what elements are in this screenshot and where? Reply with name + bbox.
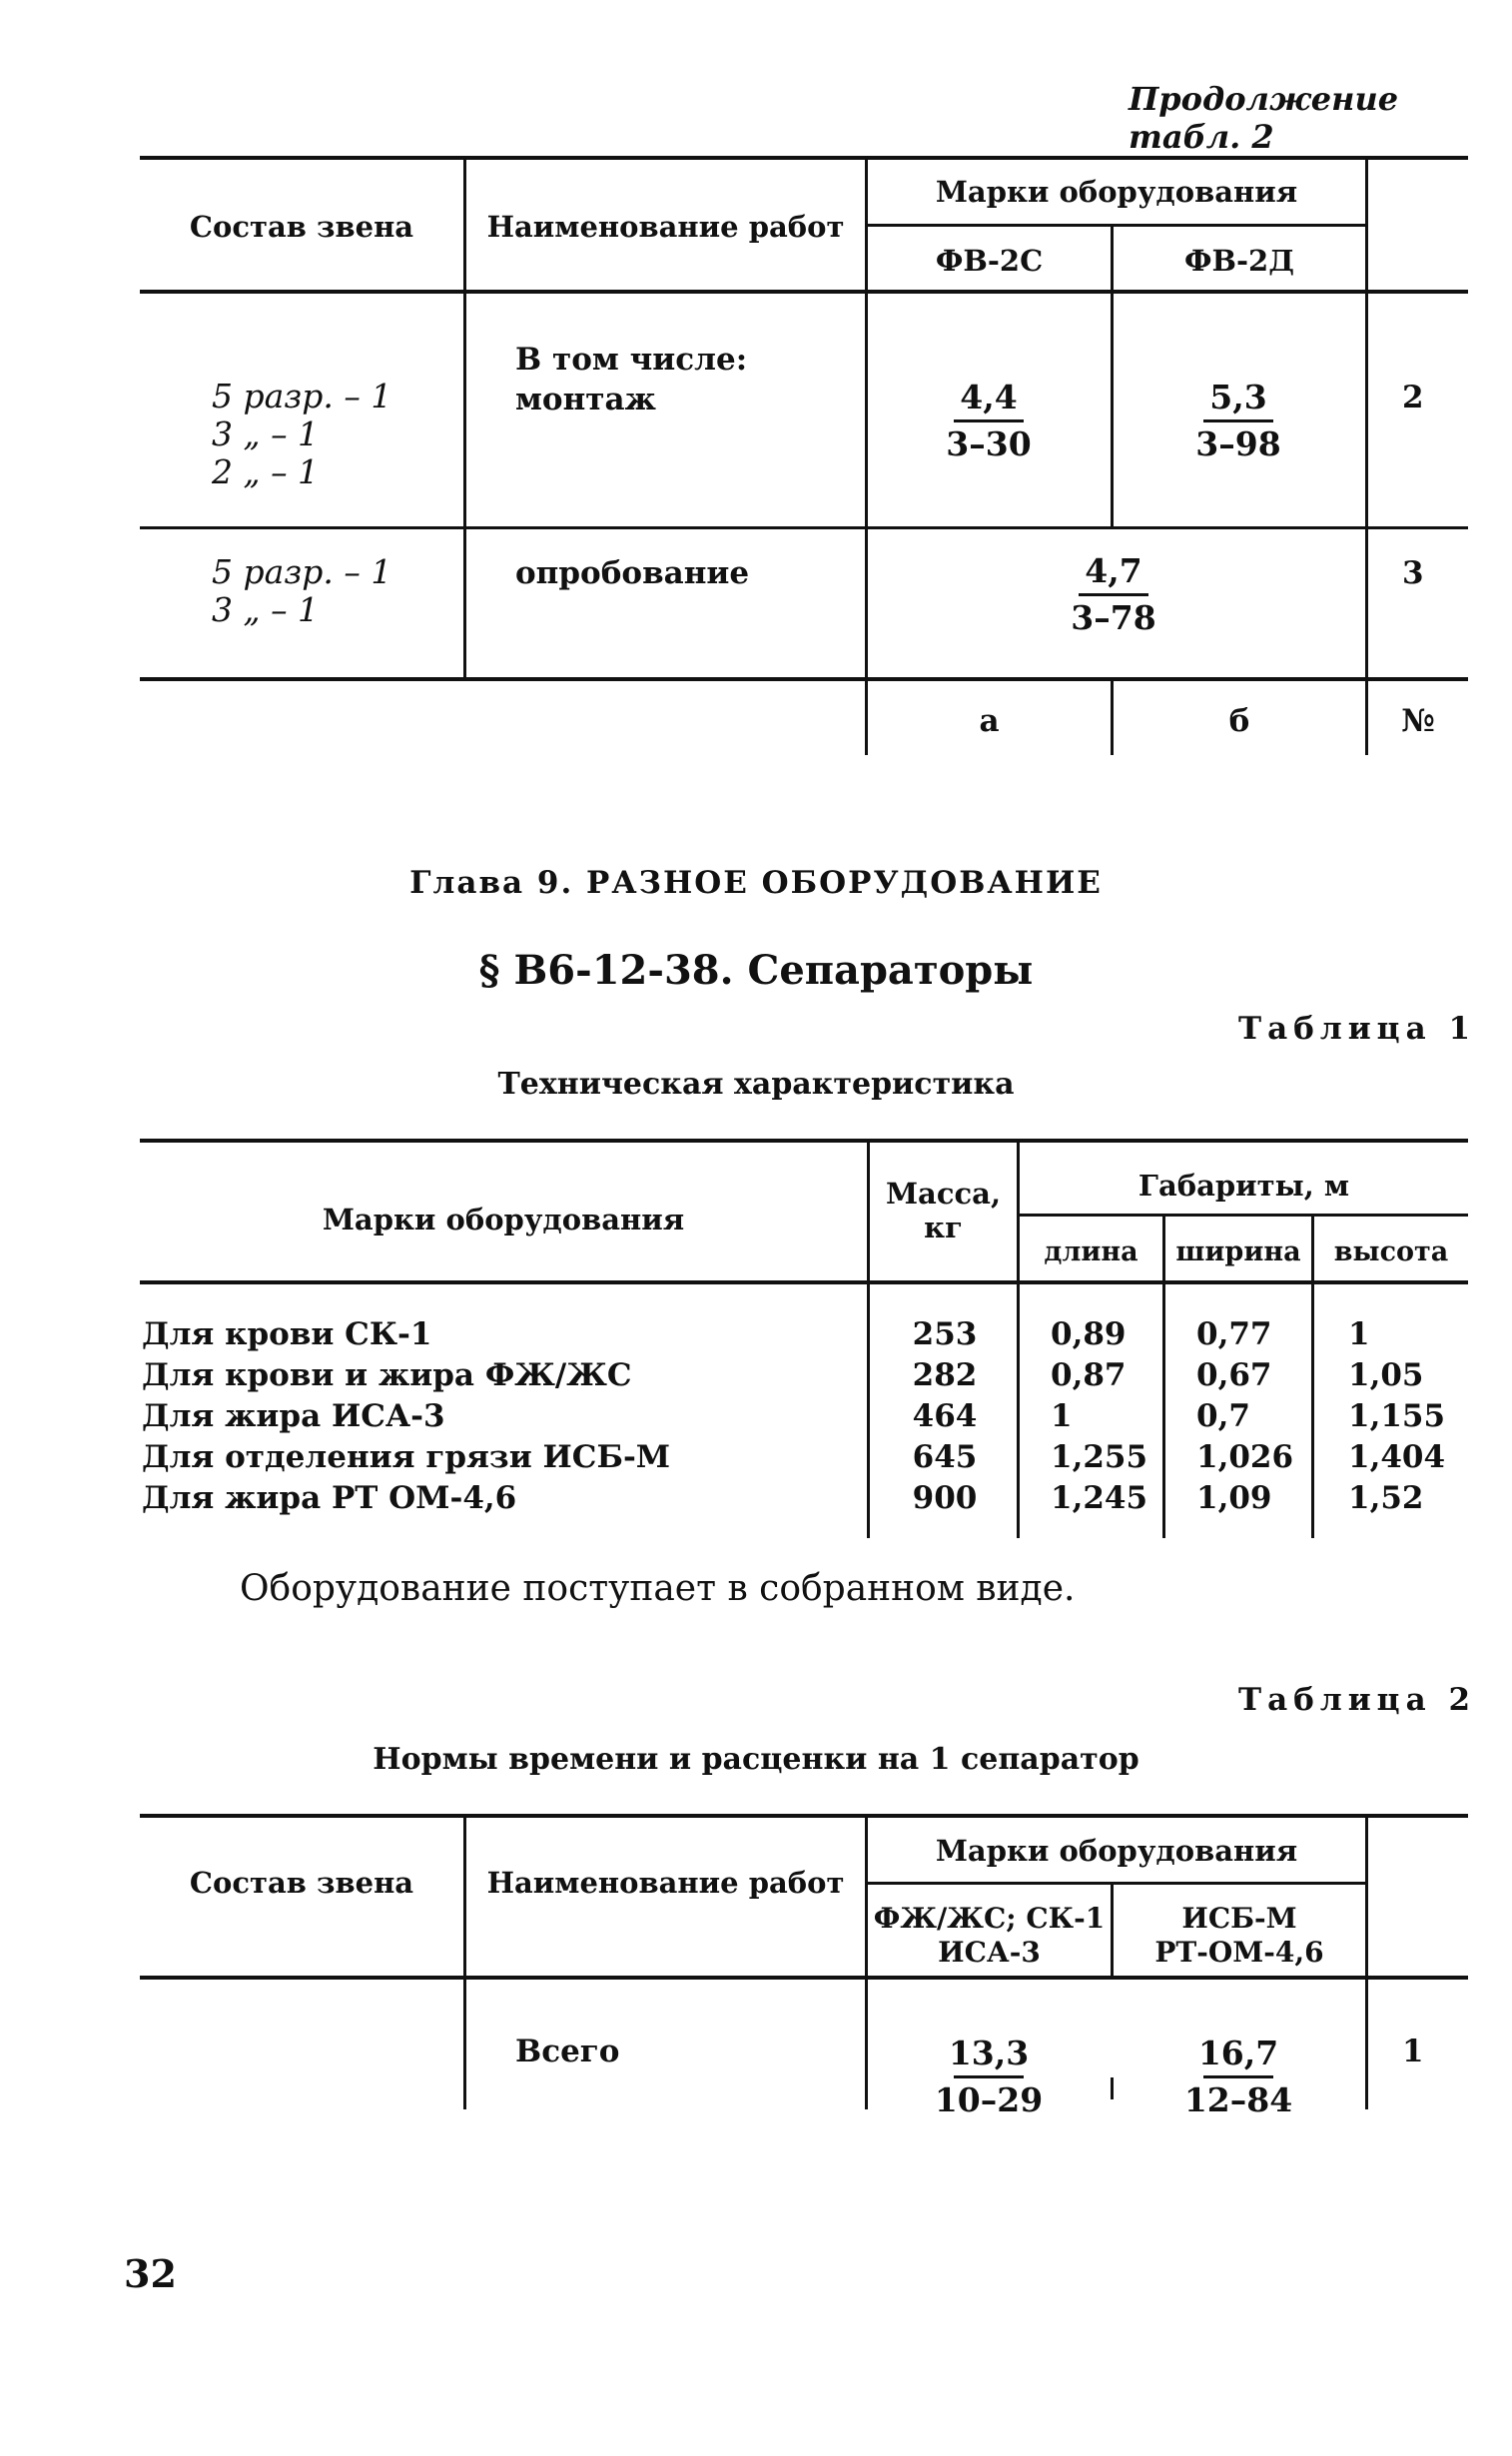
t1-col-width: ширина [1175, 1236, 1301, 1267]
t1-cell-wid: 1,09 [1196, 1480, 1272, 1516]
table2-title: Нормы времени и расценки на 1 сепаратор [373, 1742, 1139, 1777]
t1-cell-wid: 0,77 [1196, 1316, 1272, 1352]
t1-cell-mass: 900 [912, 1480, 978, 1516]
t2-brand-a: ФЖ/ЖС; СК-1 ИСА-3 [873, 1902, 1106, 1969]
t1-cell-len: 1,245 [1051, 1480, 1148, 1516]
row1-fraction-b: 5,3 3–98 [1195, 378, 1281, 463]
t1-cell-hgt: 1,52 [1348, 1480, 1424, 1516]
row1-fraction-a: 4,4 3–30 [946, 378, 1032, 463]
t2-row-work: Всего [515, 2034, 620, 2069]
table1-label: Таблица 1 [1238, 1011, 1477, 1047]
t1-cell-name: Для отделения грязи ИСБ-М [142, 1439, 671, 1475]
t1-cell-hgt: 1,155 [1348, 1398, 1446, 1434]
t1-col-mass: Масса, кг [885, 1177, 1002, 1244]
t1-cell-wid: 1,026 [1196, 1439, 1294, 1475]
brand-fv2s: ФВ-2С [935, 244, 1044, 278]
t1-cell-mass: 253 [912, 1316, 978, 1352]
footer-a: а [979, 703, 1000, 739]
footer-no: № [1401, 703, 1435, 739]
t1-cell-len: 1 [1051, 1398, 1073, 1434]
footer-b: б [1228, 703, 1250, 739]
t1-cell-hgt: 1,05 [1348, 1357, 1424, 1393]
continuation-label: Продолжение табл. 2 [1129, 80, 1399, 156]
row1-crew: 5 разр. – 1 3 „ – 1 2 „ – 1 [212, 377, 392, 491]
section-title: § В6-12-38. Сепараторы [478, 947, 1034, 994]
table2-label: Таблица 2 [1238, 1682, 1477, 1718]
t1-cell-wid: 0,67 [1196, 1357, 1272, 1393]
t1-cell-name: Для крови СК-1 [142, 1316, 432, 1352]
t2-col-work: Наименование работ [486, 1866, 845, 1900]
row1-number: 2 [1402, 380, 1424, 415]
t1-col-height: высота [1333, 1236, 1449, 1267]
note-text: Оборудование поступает в собранном виде. [240, 1568, 1076, 1609]
col-header-crew: Состав звена [189, 210, 414, 244]
row2-number: 3 [1402, 555, 1424, 591]
t1-cell-mass: 645 [912, 1439, 978, 1475]
t2-row-number: 1 [1402, 2034, 1424, 2069]
brand-fv2d: ФВ-2Д [1183, 244, 1295, 278]
t1-col-brands: Марки оборудования [322, 1203, 685, 1236]
col-header-work: Наименование работ [486, 210, 845, 244]
t1-cell-mass: 282 [912, 1357, 978, 1393]
t2-brand-b: ИСБ-М РТ-ОМ-4,6 [1154, 1902, 1324, 1969]
t2-col-brands: Марки оборудования [935, 1834, 1298, 1868]
table1-title: Техническая характеристика [497, 1067, 1015, 1102]
t1-cell-name: Для жира ИСА-3 [142, 1398, 445, 1434]
t1-cell-name: Для жира РТ ОМ-4,6 [142, 1480, 517, 1516]
t1-cell-len: 1,255 [1051, 1439, 1148, 1475]
t1-cell-wid: 0,7 [1196, 1398, 1250, 1434]
t1-col-dims: Габариты, м [1137, 1169, 1350, 1203]
row2-crew: 5 разр. – 1 3 „ – 1 [212, 552, 392, 629]
row2-fraction: 4,7 3–78 [1071, 551, 1156, 637]
chapter-title: Глава 9. РАЗНОЕ ОБОРУДОВАНИЕ [409, 865, 1103, 901]
t2-col-crew: Состав звена [189, 1866, 414, 1900]
row1-work: В том числе: монтаж [515, 342, 748, 417]
t1-col-length: длина [1044, 1236, 1138, 1267]
t1-cell-hgt: 1 [1348, 1316, 1370, 1352]
t2-fraction-b: 16,7 12–84 [1183, 2034, 1293, 2119]
page-number: 32 [124, 2251, 177, 2296]
t1-cell-hgt: 1,404 [1348, 1439, 1446, 1475]
t1-cell-mass: 464 [912, 1398, 978, 1434]
t2-fraction-a: 13,3 10–29 [934, 2034, 1044, 2119]
t1-cell-len: 0,89 [1051, 1316, 1127, 1352]
row2-work: опробование [515, 555, 750, 591]
t1-cell-len: 0,87 [1051, 1357, 1127, 1393]
col-header-brands: Марки оборудования [935, 175, 1298, 209]
t1-cell-name: Для крови и жира ФЖ/ЖС [142, 1357, 632, 1393]
